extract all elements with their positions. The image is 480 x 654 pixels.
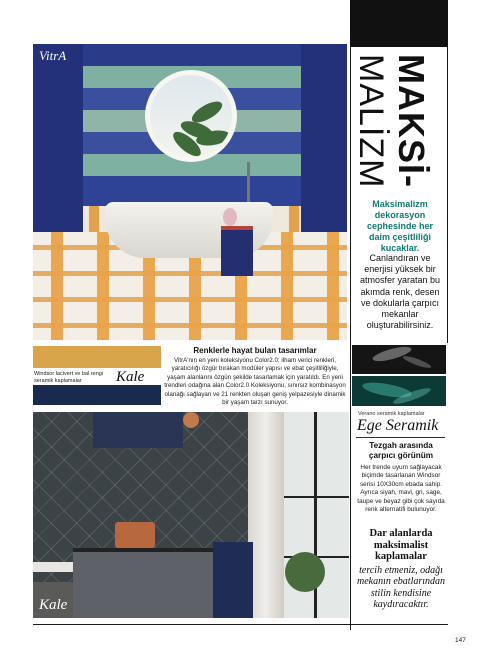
column-border bbox=[447, 47, 448, 343]
header-black-block bbox=[350, 0, 448, 47]
brand-ege-seramik: Ege Seramik bbox=[357, 417, 439, 434]
brand-kale-bottom: Kale bbox=[39, 597, 68, 613]
round-window bbox=[145, 70, 237, 162]
swatch-caption: Windsor lacivert ve bal rengi seramik kaplamalar bbox=[34, 371, 104, 384]
bottom-rule bbox=[33, 624, 448, 625]
ege-body: Her trende uyum sağlayacak biçimde tasarlanan Windsor serisi 10X30cm ebada sahip. Ayrıca siyah, mavi, gri, sage, taupe ve beyaz gibi çok sayıda renk alternatifi bulunuyor. bbox=[357, 464, 445, 514]
brand-vitra: VitrA bbox=[39, 48, 67, 63]
title-line-1: MAKSİ- bbox=[391, 54, 432, 188]
divider bbox=[356, 437, 445, 438]
pull-quote-lead: Dar alanlarda maksimalist kaplamalar bbox=[369, 528, 433, 562]
page-number: 147 bbox=[455, 637, 466, 644]
black-tile-swatch bbox=[352, 345, 446, 374]
pull-quote-body: tercih etmeniz, odağı mekanın ebatlarından stilin kendisine kaydıracaktır. bbox=[356, 565, 446, 611]
center-heading: Renklerle hayat bulan tasarımlar bbox=[193, 346, 317, 355]
intro-lead: Maksimalizm dekorasyon cephesinde her daim çeşitliliği kucaklar. bbox=[366, 199, 434, 253]
honey-tile-swatch bbox=[33, 346, 161, 368]
ege-caption: Verano seramik kaplamalar bbox=[358, 411, 425, 417]
green-tile-swatch bbox=[352, 376, 446, 406]
navy-stool bbox=[221, 228, 253, 276]
brand-kale-top: Kale bbox=[116, 369, 145, 385]
ege-heading: Tezgah arasında çarpıcı görünüm bbox=[368, 441, 434, 460]
navy-tile-swatch bbox=[33, 385, 161, 405]
kitchen-photo bbox=[33, 412, 349, 618]
copper-pot bbox=[115, 522, 155, 548]
bathroom-photo bbox=[33, 44, 347, 340]
intro-body: Canlandıran ve enerjisi yüksek bir atmosfer yaratan bu akımda renk, desen ve dokularla çarpıcı mekanlar oluşturabilirsiniz. bbox=[359, 253, 441, 331]
title-line-2: MALİZM bbox=[352, 54, 390, 189]
stove-range bbox=[73, 552, 223, 618]
center-body: VitrA'nın en yeni koleksiyonu Color2.0; ilham verici renkleri, yaratıcılığı özgür bırakan modüler yapısı ve ebat çeşitliliğiyle, yaşam alanlarını özgün şekilde tasarlamak için yaratıldı. En yeni trendleri odağına alan Color2.0 Koleksiyonu, sınırsız kombinasyon olanağı sağlayan ve 21 renkten oluşan geniş yelpazesiyle dinamik bir yaşam tarzı sunuyor. bbox=[164, 357, 346, 407]
